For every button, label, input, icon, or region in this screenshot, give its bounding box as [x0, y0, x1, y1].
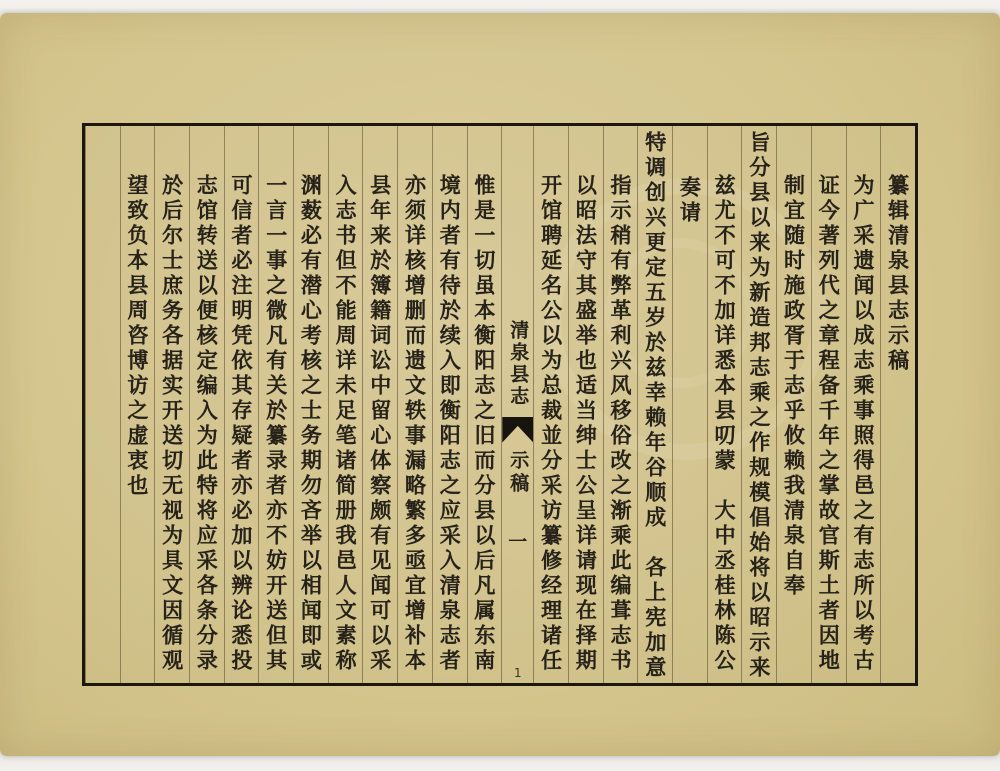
column-text: 入志书但不能周详未足笔诸简册我邑人文素称 — [333, 174, 359, 674]
column-text: 县年来於簿籍词讼中留心体察颇有见闻可以采 — [367, 174, 393, 674]
column-text: 可信者必注明凭依其存疑者亦必加以辨论悉投 — [228, 174, 254, 674]
center-fold-column — [501, 126, 533, 683]
text-column — [397, 126, 432, 683]
column-text: 开馆聘延名公以为总裁並分采访纂修经理诸任 — [538, 174, 564, 674]
text-column — [432, 126, 467, 683]
text-column — [328, 126, 363, 683]
folio-book-title: 清泉县志 — [507, 319, 530, 408]
column-text: 一言一事之微凡有关於纂录者亦不妨开送但其 — [263, 174, 289, 674]
column-text: 於后尔士庶务各据实开送切无视为具文因循观 — [159, 174, 185, 674]
column-text: 境内者有待於续入即衡阳志之应采入清泉志者 — [437, 174, 463, 674]
column-text: 旨分县以来为新造邦志乘之作规模倡始将以昭示来 — [746, 131, 772, 681]
text-column-raised-edict — [637, 126, 672, 683]
text-column — [189, 126, 224, 683]
column-text: 以昭法守其盛举也适当绅士公呈详请现在择期 — [573, 174, 599, 674]
column-text: 兹尤不可不加详悉本县叨蒙 大中丞桂林陈公 — [712, 174, 738, 674]
text-column — [533, 126, 568, 683]
text-column — [258, 126, 293, 683]
text-block-frame — [82, 123, 918, 686]
title-text: 纂辑清泉县志示稿 — [885, 174, 911, 374]
column-text: 奏请 — [677, 176, 703, 226]
page-number-chinese: 一 — [508, 531, 528, 554]
column-text: 为广采遗闻以成志乘事照得邑之有志所以考古 — [850, 174, 876, 674]
column-text: 特调创兴更定五岁於兹幸赖年谷顺成 各上宪加意 — [642, 131, 668, 681]
text-column — [776, 126, 811, 683]
text-column — [224, 126, 259, 683]
column-text: 望致负本县周咨博访之虚衷也 — [124, 174, 150, 499]
column-text: 指示稍有弊革利兴风移俗改之渐乘此编葺志书 — [608, 174, 634, 674]
text-column — [568, 126, 603, 683]
text-column — [154, 126, 189, 683]
text-column — [603, 126, 638, 683]
column-text: 惟是一切虽本衡阳志之旧而分县以后凡属东南 — [471, 174, 497, 674]
fishtail-mark — [502, 417, 533, 443]
text-column — [707, 126, 742, 683]
page-number-arabic: 1 — [513, 666, 522, 680]
text-column — [120, 126, 155, 683]
text-column-memorial — [672, 126, 707, 683]
text-column — [467, 126, 502, 683]
text-column — [846, 126, 881, 683]
title-column — [880, 126, 915, 683]
column-text: 制宜随时施政胥于志乎攸赖我清泉自奉 — [781, 174, 807, 599]
scanned-paper — [0, 13, 1000, 756]
column-text: 亦须详核增删而遗文轶事漏略繁多亟宜增补本 — [402, 174, 428, 674]
column-text: 渊薮必有潜心考核之士务期勿吝举以相闻即或 — [298, 174, 324, 674]
folio-section-label: 示稿 — [507, 449, 530, 496]
text-column — [293, 126, 328, 683]
column-text: 志馆转送以便核定编入为此特将应采各条分录 — [194, 174, 220, 674]
text-column-raised-edict — [741, 126, 776, 683]
column-text: 证今著列代之章程备千年之掌故官斯土者因地 — [816, 174, 842, 674]
blank-column — [85, 126, 120, 683]
text-column — [811, 126, 846, 683]
text-column — [362, 126, 397, 683]
